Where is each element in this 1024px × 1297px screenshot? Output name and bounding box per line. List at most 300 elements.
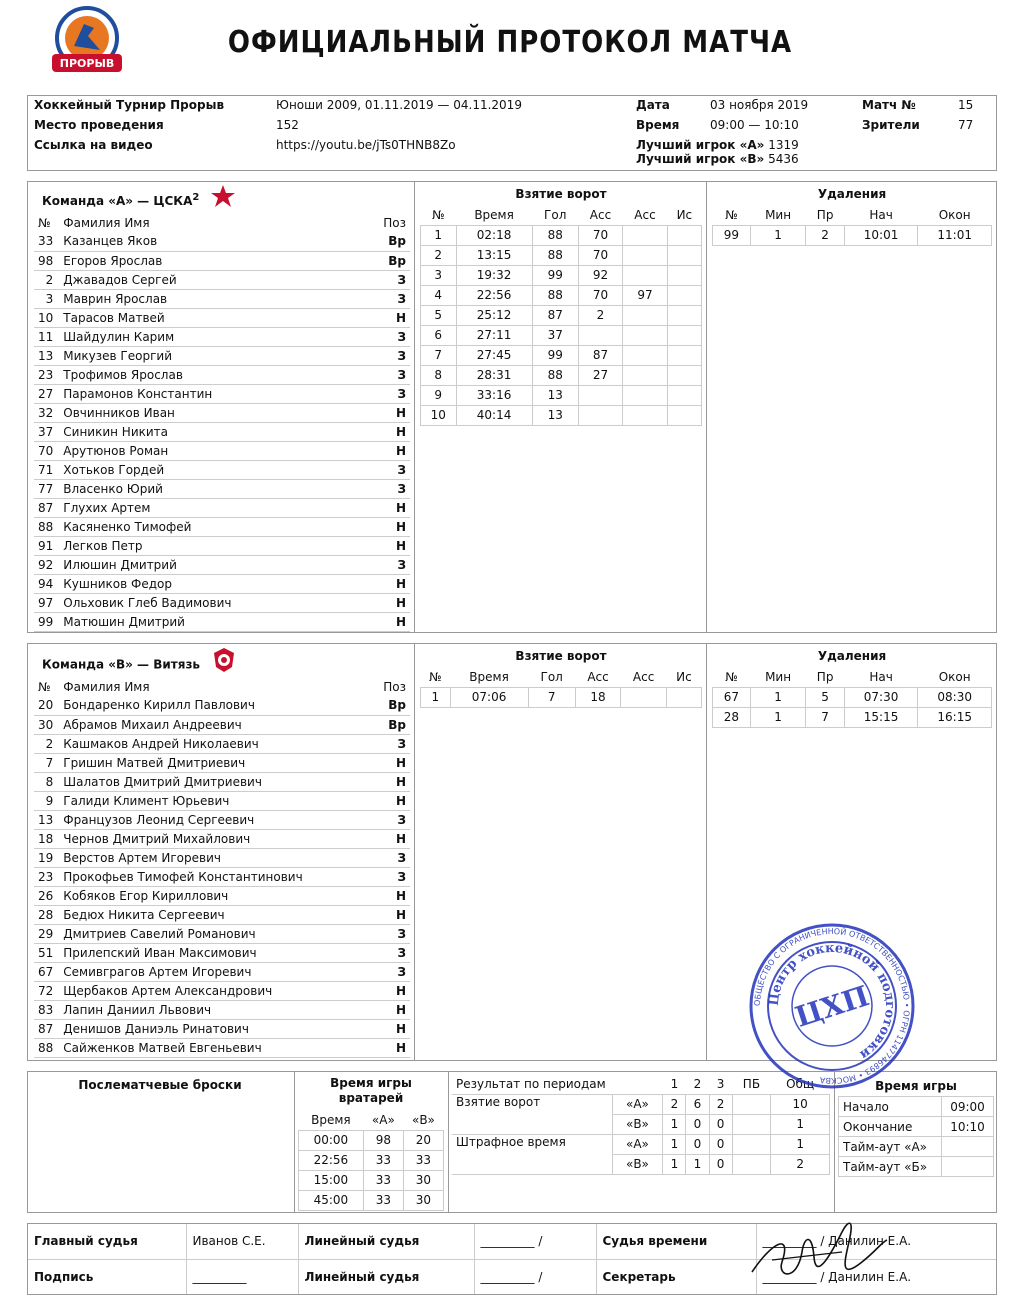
cell: 1 xyxy=(421,687,451,707)
player-position: З xyxy=(370,327,410,346)
column-header: Нач xyxy=(844,667,918,687)
cell: 0 xyxy=(709,1134,732,1154)
roster-row xyxy=(34,981,410,1000)
goal-row xyxy=(421,285,702,305)
player-name: Власенко Юрий xyxy=(59,479,370,498)
player-position: Вр xyxy=(370,232,410,251)
cell: 07:30 xyxy=(844,687,918,707)
line-ref2-value: _________ / xyxy=(474,1259,596,1294)
cell: 1 xyxy=(750,687,806,707)
game-time xyxy=(838,1076,994,1177)
team-b-roster xyxy=(34,647,410,1058)
goals-label: Взятие ворот xyxy=(452,1094,612,1134)
column-header: № xyxy=(713,667,751,687)
penalty-row xyxy=(713,225,992,245)
cell xyxy=(667,285,701,305)
player-position: Н xyxy=(370,981,410,1000)
player-number: 23 xyxy=(34,867,59,886)
column-header: Время xyxy=(450,667,528,687)
player-position: Н xyxy=(370,593,410,612)
header-row xyxy=(713,205,992,225)
game-time-row xyxy=(839,1117,994,1137)
cell xyxy=(667,325,701,345)
cell xyxy=(667,365,701,385)
player-number: 91 xyxy=(34,536,59,555)
header-row xyxy=(421,205,702,225)
cell: 5 xyxy=(421,305,457,325)
cell: «В» xyxy=(612,1114,663,1134)
col-name: Фамилия Имя xyxy=(63,215,150,230)
goalie-row xyxy=(299,1170,444,1190)
column-header: Окон xyxy=(918,667,992,687)
roster-row xyxy=(34,441,410,460)
roster-row xyxy=(34,346,410,365)
player-name: Матюшин Дмитрий xyxy=(59,612,370,631)
cell: 7 xyxy=(528,687,575,707)
column-header: Гол xyxy=(532,205,578,225)
roster-row xyxy=(34,612,410,631)
cell: 88 xyxy=(532,225,578,245)
cell: 70 xyxy=(578,225,622,245)
head-ref-value: Иванов С.Е. xyxy=(186,1224,298,1259)
cell: 40:14 xyxy=(456,405,532,425)
sign-value: _________ xyxy=(186,1259,298,1294)
player-position: Н xyxy=(370,536,410,555)
column-header: ПБ xyxy=(742,1076,761,1091)
roster-row xyxy=(34,289,410,308)
player-number: 26 xyxy=(34,886,59,905)
team-a-penalties xyxy=(712,183,992,246)
player-number: 71 xyxy=(34,460,59,479)
page-title: ОФИЦИАЛЬНЫЙ ПРОТОКОЛ МАТЧА xyxy=(227,25,793,61)
player-position: Вр xyxy=(370,696,410,715)
player-number: 51 xyxy=(34,943,59,962)
time-value: 09:00 — 10:10 xyxy=(710,118,799,132)
cell: 22:56 xyxy=(456,285,532,305)
cell: 33:16 xyxy=(456,385,532,405)
cell: 16:15 xyxy=(918,707,992,727)
cell: 5 xyxy=(806,687,844,707)
head-ref-label: Главный судья xyxy=(34,1234,138,1249)
goal-row xyxy=(421,365,702,385)
cell: 88 xyxy=(532,365,578,385)
goal-row xyxy=(421,405,702,425)
player-position: Н xyxy=(370,422,410,441)
cell: 15:00 xyxy=(299,1170,364,1190)
cell: 70 xyxy=(578,245,622,265)
date-label: Дата xyxy=(636,98,670,112)
player-name: Сайженков Матвей Евгеньевич xyxy=(59,1038,370,1057)
penalty-row xyxy=(713,707,992,727)
player-position: З xyxy=(370,384,410,403)
cell: 88 xyxy=(532,285,578,305)
column-header: Мин xyxy=(750,205,806,225)
player-name: Хотьков Гордей xyxy=(59,460,370,479)
player-name: Егоров Ярослав xyxy=(59,251,370,270)
cell: 13 xyxy=(532,405,578,425)
player-name: Илюшин Дмитрий xyxy=(59,555,370,574)
cell: 10 xyxy=(421,405,457,425)
player-name: Бондаренко Кирилл Павлович xyxy=(59,696,370,715)
goal-row xyxy=(421,687,702,707)
player-number: 9 xyxy=(34,791,59,810)
penalty-row xyxy=(713,687,992,707)
cell: 1 xyxy=(750,707,806,727)
player-name: Чернов Дмитрий Михайлович xyxy=(59,829,370,848)
player-position: З xyxy=(370,346,410,365)
cell xyxy=(732,1114,771,1134)
line-ref2-label: Линейный судья xyxy=(298,1259,474,1294)
player-number: 29 xyxy=(34,924,59,943)
column-header: № xyxy=(421,667,451,687)
goals-title: Взятие ворот xyxy=(515,187,607,201)
player-name: Кашмаков Андрей Николаевич xyxy=(59,734,370,753)
player-position: З xyxy=(370,365,410,384)
roster-row xyxy=(34,1000,410,1019)
cell: «А» xyxy=(612,1134,663,1154)
game-time-row xyxy=(839,1097,994,1117)
shootouts-title: Послематчевые броски xyxy=(78,1078,242,1092)
player-position: З xyxy=(370,289,410,308)
cell: 07:06 xyxy=(450,687,528,707)
cell: 0 xyxy=(686,1134,709,1154)
cell xyxy=(623,245,667,265)
cell: 11:01 xyxy=(918,225,992,245)
roster-row xyxy=(34,810,410,829)
cell: 2 xyxy=(578,305,622,325)
player-position: З xyxy=(370,460,410,479)
roster-row xyxy=(34,251,410,270)
column-header: Общ xyxy=(786,1076,815,1091)
player-position: З xyxy=(370,924,410,943)
player-position: З xyxy=(370,867,410,886)
cell: 97 xyxy=(623,285,667,305)
cell: 88 xyxy=(532,245,578,265)
player-number: 3 xyxy=(34,289,59,308)
cell: 0 xyxy=(709,1154,732,1174)
player-number: 28 xyxy=(34,905,59,924)
player-number: 13 xyxy=(34,810,59,829)
cell: 45:00 xyxy=(299,1190,364,1210)
player-position: Н xyxy=(370,829,410,848)
player-position: З xyxy=(370,555,410,574)
player-position: Вр xyxy=(370,251,410,270)
team-a-title: Команда «А» — ЦСКА xyxy=(42,194,193,208)
cell: 20 xyxy=(403,1130,443,1150)
cell: 92 xyxy=(578,265,622,285)
player-name: Абрамов Михаил Андреевич xyxy=(59,715,370,734)
team-b-goals xyxy=(420,645,702,708)
cell xyxy=(667,385,701,405)
cell: 33 xyxy=(363,1190,403,1210)
cell: 33 xyxy=(363,1170,403,1190)
player-position: Н xyxy=(370,905,410,924)
cell: 1 xyxy=(663,1134,686,1154)
column-header: 1 xyxy=(670,1076,679,1091)
team-b-title: Команда «В» — Витязь xyxy=(42,657,200,672)
column-header: Мин xyxy=(750,667,806,687)
player-number: 99 xyxy=(34,612,59,631)
column-header: Ис xyxy=(666,667,701,687)
goalie-row xyxy=(299,1190,444,1210)
player-number: 32 xyxy=(34,403,59,422)
timekeeper-value: _________ / Данилин Е.А. xyxy=(756,1224,996,1259)
goals-title: Взятие ворот xyxy=(515,649,607,663)
player-number: 20 xyxy=(34,696,59,715)
cell xyxy=(667,305,701,325)
player-name: Дмитриев Савелий Романович xyxy=(59,924,370,943)
cell: 10:01 xyxy=(844,225,918,245)
cell: 2 xyxy=(709,1094,732,1114)
player-name: Трофимов Ярослав xyxy=(59,365,370,384)
cell xyxy=(623,365,667,385)
game-time-row xyxy=(839,1157,994,1177)
game-time-row xyxy=(839,1137,994,1157)
player-name: Казанцев Яков xyxy=(59,232,370,251)
penalties-title: Удаления xyxy=(817,187,887,201)
official-stamp xyxy=(748,922,916,1090)
cell: 4 xyxy=(421,285,457,305)
player-position: З xyxy=(370,734,410,753)
roster-row xyxy=(34,962,410,981)
cell: 99 xyxy=(532,345,578,365)
roster-row xyxy=(34,696,410,715)
best-b-value: 5436 xyxy=(768,152,799,166)
cell xyxy=(623,225,667,245)
cell: 13 xyxy=(532,385,578,405)
player-number: 92 xyxy=(34,555,59,574)
cell: 08:30 xyxy=(918,687,992,707)
cell: 2 xyxy=(771,1154,830,1174)
player-position: Н xyxy=(370,1038,410,1057)
cell: 28:31 xyxy=(456,365,532,385)
roster-row xyxy=(34,536,410,555)
cell: 1 xyxy=(686,1154,709,1174)
goal-row xyxy=(421,225,702,245)
roster-row xyxy=(34,479,410,498)
column-header: Асс xyxy=(623,205,667,225)
column-header: Асс xyxy=(621,667,667,687)
player-name: Денишов Даниэль Ринатович xyxy=(59,1019,370,1038)
video-link[interactable]: https://youtu.be/jTs0THNB8Zo xyxy=(276,138,456,152)
cell: 87 xyxy=(578,345,622,365)
cell xyxy=(623,265,667,285)
roster-row xyxy=(34,848,410,867)
team-b-penalties xyxy=(712,645,992,728)
cell xyxy=(667,345,701,365)
goalie-time xyxy=(298,1076,444,1211)
cell: 87 xyxy=(532,305,578,325)
team-a-roster xyxy=(34,185,410,632)
player-position: Н xyxy=(370,441,410,460)
time-label: Время xyxy=(636,118,680,132)
spectators-value: 77 xyxy=(958,118,974,132)
player-number: 77 xyxy=(34,479,59,498)
roster-row xyxy=(34,734,410,753)
player-number: 67 xyxy=(34,962,59,981)
cell: 9 xyxy=(421,385,457,405)
cell xyxy=(732,1094,771,1114)
player-position: З xyxy=(370,479,410,498)
line-ref-label: Линейный судья xyxy=(298,1224,474,1259)
goalie-row xyxy=(299,1150,444,1170)
venue-value: 152 xyxy=(276,118,299,132)
cell: 33 xyxy=(403,1150,443,1170)
cell: Тайм-аут «А» xyxy=(839,1137,942,1157)
cell: 1 xyxy=(663,1154,686,1174)
cell xyxy=(621,687,667,707)
player-position: Н xyxy=(370,772,410,791)
tournament-label: Хоккейный Турнир Прорыв xyxy=(34,98,225,112)
roster-row xyxy=(34,943,410,962)
cell: 28 xyxy=(713,707,751,727)
roster-row xyxy=(34,403,410,422)
cell: 15:15 xyxy=(844,707,918,727)
player-position: З xyxy=(370,270,410,289)
cell: 33 xyxy=(363,1150,403,1170)
cell: 99 xyxy=(532,265,578,285)
stamp-outer-text: ОБЩЕСТВО С ОГРАНИЧЕННОЙ ОТВЕТСТВЕННОСТЬЮ • ОГРН 1147746893 • МОСКВА xyxy=(752,926,912,1086)
player-name: Глухих Артем xyxy=(59,498,370,517)
cell: Тайм-аут «Б» xyxy=(839,1157,942,1177)
player-position: Н xyxy=(370,498,410,517)
player-number: 2 xyxy=(34,270,59,289)
player-number: 2 xyxy=(34,734,59,753)
column-header: Пр xyxy=(806,205,844,225)
timekeeper-label: Судья времени xyxy=(596,1224,756,1259)
match-info xyxy=(27,95,997,171)
player-position: З xyxy=(370,943,410,962)
goal-row xyxy=(421,345,702,365)
cell: 0 xyxy=(709,1114,732,1134)
column-header: Гол xyxy=(528,667,575,687)
player-position: З xyxy=(370,848,410,867)
cell: 6 xyxy=(686,1094,709,1114)
cell: 6 xyxy=(421,325,457,345)
cell: 1 xyxy=(663,1114,686,1134)
best-b-label: Лучший игрок «В» xyxy=(636,152,765,166)
roster-row xyxy=(34,574,410,593)
roster-row xyxy=(34,517,410,536)
team-a-sup: 2 xyxy=(192,192,200,203)
player-name: Лапин Даниил Львович xyxy=(59,1000,370,1019)
cell: 1 xyxy=(771,1114,830,1134)
penalty-time-label: Штрафное время xyxy=(452,1134,612,1174)
cell: «В» xyxy=(612,1154,663,1174)
player-name: Щербаков Артем Александрович xyxy=(59,981,370,1000)
player-number: 18 xyxy=(34,829,59,848)
cell: 02:18 xyxy=(456,225,532,245)
column-header: Нач xyxy=(844,205,918,225)
cell xyxy=(732,1134,771,1154)
cell: 18 xyxy=(575,687,621,707)
cell: 09:00 xyxy=(942,1097,994,1117)
player-number: 37 xyxy=(34,422,59,441)
roster-row xyxy=(34,791,410,810)
cell: «А» xyxy=(612,1094,663,1114)
roster-row xyxy=(34,422,410,441)
cell xyxy=(667,405,701,425)
player-number: 88 xyxy=(34,1038,59,1057)
roster-row xyxy=(34,593,410,612)
roster-row xyxy=(34,1038,410,1057)
cell: Окончание xyxy=(839,1117,942,1137)
cell xyxy=(578,325,622,345)
column-header: Время xyxy=(456,205,532,225)
best-a-label: Лучший игрок «А» xyxy=(636,138,765,152)
roster-row xyxy=(34,327,410,346)
player-position: З xyxy=(370,962,410,981)
player-number: 98 xyxy=(34,251,59,270)
cell: 2 xyxy=(421,245,457,265)
cell xyxy=(667,265,701,285)
roster-row xyxy=(34,308,410,327)
column-header: 2 xyxy=(693,1076,702,1091)
logo-text: ПРОРЫВ xyxy=(59,57,115,70)
column-header: «В» xyxy=(403,1110,443,1130)
player-number: 11 xyxy=(34,327,59,346)
line-ref-value: _________ / xyxy=(474,1224,596,1259)
cell: 10:10 xyxy=(942,1117,994,1137)
cell: 7 xyxy=(421,345,457,365)
player-number: 23 xyxy=(34,365,59,384)
roster-row xyxy=(34,772,410,791)
cell xyxy=(623,385,667,405)
roster-row xyxy=(34,905,410,924)
column-header: Асс xyxy=(575,667,621,687)
goal-row xyxy=(421,245,702,265)
player-number: 83 xyxy=(34,1000,59,1019)
player-number: 10 xyxy=(34,308,59,327)
player-number: 7 xyxy=(34,753,59,772)
col-pos: Поз xyxy=(383,679,406,694)
cell: 98 xyxy=(363,1130,403,1150)
header-row xyxy=(421,667,702,687)
player-number: 30 xyxy=(34,715,59,734)
player-name: Галиди Климент Юрьевич xyxy=(59,791,370,810)
goalie-row xyxy=(299,1130,444,1150)
signature xyxy=(742,1212,892,1292)
roster-row xyxy=(34,924,410,943)
player-number: 33 xyxy=(34,232,59,251)
player-position: Н xyxy=(370,403,410,422)
player-position: Н xyxy=(370,308,410,327)
header-row xyxy=(299,1110,444,1130)
roster-row xyxy=(34,270,410,289)
cell: 37 xyxy=(532,325,578,345)
cell: 27:45 xyxy=(456,345,532,365)
cell: 22:56 xyxy=(299,1150,364,1170)
player-position: Н xyxy=(370,753,410,772)
player-name: Шайдулин Карим xyxy=(59,327,370,346)
date-value: 03 ноября 2019 xyxy=(710,98,809,112)
best-a-value: 1319 xyxy=(768,138,799,152)
video-label: Ссылка на видео xyxy=(34,138,153,152)
column-header: 3 xyxy=(716,1076,725,1091)
team-a-goals xyxy=(420,183,702,426)
cell: 1 xyxy=(771,1134,830,1154)
cell: 2 xyxy=(663,1094,686,1114)
column-header: Время xyxy=(299,1110,364,1130)
stamp-ring-text: Центр хоккейной подготовки xyxy=(766,940,898,1062)
player-position: Н xyxy=(370,886,410,905)
player-name: Бедюх Никита Сергеевич xyxy=(59,905,370,924)
header-row xyxy=(713,667,992,687)
player-number: 97 xyxy=(34,593,59,612)
cell: 13:15 xyxy=(456,245,532,265)
periods-title: Результат по периодам xyxy=(456,1076,606,1091)
column-header: Окон xyxy=(918,205,992,225)
